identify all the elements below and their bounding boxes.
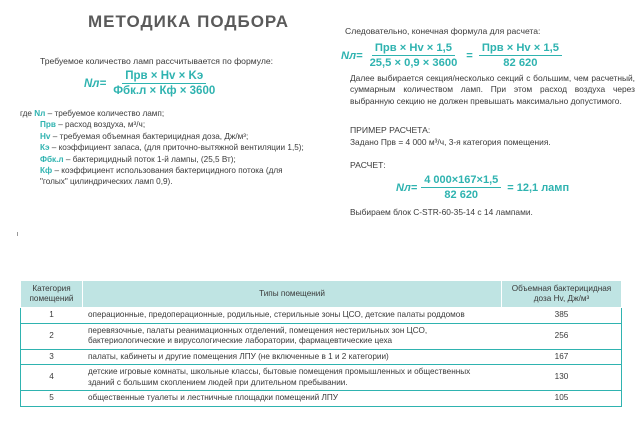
table-header-row [21, 281, 622, 308]
cell-room-type: общественные туалеты и лестничные площадки помещений ЛПУ [83, 391, 502, 407]
cell-dose: 105 [502, 391, 622, 407]
selection-paragraph: Далее выбирается секция/несколько секций с большим, чем расчетный, суммарным количеством ламп. При этом расход воздуха через выбранную секцию не должен превышать максимально допустимого. [350, 73, 635, 106]
definition-item: Кэ – коэффициент запаса, (для приточно-вытяжной вентиляции 1,5); [40, 143, 304, 153]
formula-main-denominator: Фбк.л × Кф × 3600 [113, 85, 216, 97]
cell-dose: 385 [502, 308, 622, 324]
cell-category: 4 [21, 365, 83, 391]
cell-dose: 130 [502, 365, 622, 391]
definition-item: Кф – коэффициент использования бактерицидного потока (для "голых" цилиндрических ламп 0,9). [40, 166, 283, 187]
definition-item: Фбк.л – бактерицидный поток 1-й лампы, (25,5 Вт); [40, 154, 236, 164]
formula-example [396, 174, 569, 201]
table-row [21, 391, 622, 407]
cell-category: 3 [21, 349, 83, 365]
cell-dose: 256 [502, 323, 622, 349]
cell-room-type: перевязочные, палаты реанимационных отделений, помещения нестерильных зон ЦСО, бактериологические и вирусологические лаборатории, фармацевтические цеха [83, 323, 502, 349]
room-category-table [20, 280, 622, 407]
table-row [21, 349, 622, 365]
divider-mark [17, 232, 18, 236]
formula-example-lhs: Nл= [396, 181, 418, 194]
formula-main-lhs: Nл= [84, 77, 107, 90]
header-dose: Объемная бактерицидная доза Hv, Дж/м³ [502, 281, 622, 308]
cell-room-type: палаты, кабинеты и другие помещения ЛПУ (не включенные в 1 и 2 категории) [83, 349, 502, 365]
formula-main [84, 70, 218, 97]
example-heading: ПРИМЕР РАСЧЕТА: [350, 125, 431, 135]
page-title: МЕТОДИКА ПОДБОРА [88, 12, 290, 31]
example-given: Задано Прв = 4 000 м³/ч, 3-я категория помещения. [350, 137, 551, 147]
calculation-heading: РАСЧЕТ: [350, 160, 386, 170]
formula-final-fraction-2: $\frac{\text{Прв × Hv × 1,5}}{82 620}$ [479, 42, 562, 69]
final-formula-intro: Следовательно, конечная формула для расчета: [345, 26, 541, 36]
definitions-list [20, 108, 310, 188]
formula-final-equals: = [466, 49, 473, 62]
formula-example-result: = 12,1 ламп [507, 181, 570, 194]
formula-final-lhs: Nл= [341, 49, 363, 62]
cell-category: 2 [21, 323, 83, 349]
formula-example-fraction: $\frac{4 000\times 167\times 1,5}{82 620}$ [421, 174, 501, 201]
cell-room-type: детские игровые комнаты, школьные классы, бытовые помещения промышленных и общественных зданий с большим скоплением людей при длительном пребывании. [83, 365, 502, 391]
formula-final [341, 42, 562, 69]
intro-text: Требуемое количество ламп рассчитывается по формуле: [40, 56, 274, 66]
cell-category: 1 [21, 308, 83, 324]
definition-item: Прв – расход воздуха, м³/ч; [40, 120, 146, 130]
header-room-types: Типы помещений [83, 281, 502, 308]
table-row [21, 365, 622, 391]
selected-block-text: Выбираем блок C-STR-60-35-14 с 14 лампами. [350, 207, 533, 217]
table-row [21, 323, 622, 349]
cell-category: 5 [21, 391, 83, 407]
definition-item: где Nл – требуемое количество ламп; [20, 109, 165, 118]
table-row [21, 308, 622, 324]
formula-final-fraction-1: $\frac{\text{Прв × Hv × 1,5}}{25,5 \times 0,9 \times 3600}$ [369, 42, 458, 69]
definition-item: Hv – требуемая объемная бактерицидная доза, Дж/м³; [40, 131, 249, 141]
header-category: Категория помещений [21, 281, 83, 308]
formula-main-fraction [110, 70, 218, 97]
cell-room-type: операционные, предоперационные, родильные, стерильные зоны ЦСО, детские палаты роддомов [83, 308, 502, 324]
cell-dose: 167 [502, 349, 622, 365]
formula-main-numerator: Прв × Hv × Kэ [122, 70, 206, 84]
